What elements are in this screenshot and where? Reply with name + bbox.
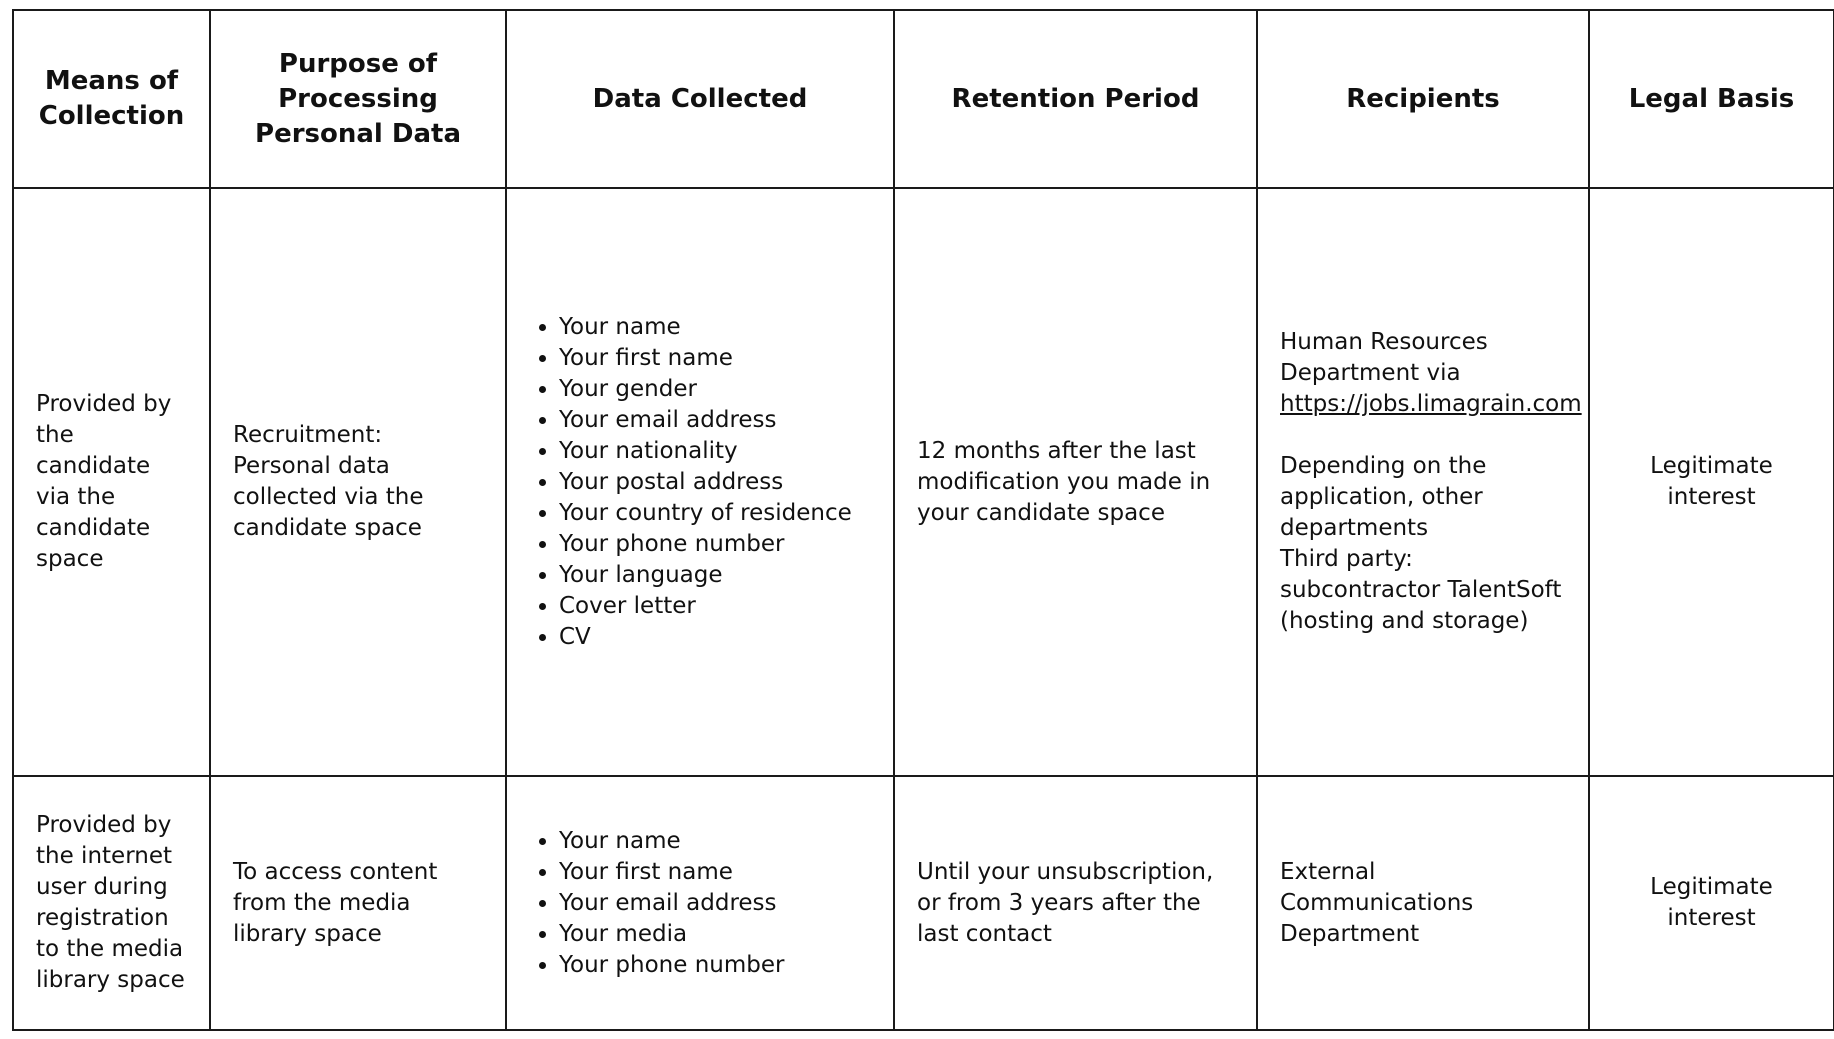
list-item: • Your gender xyxy=(559,374,871,405)
list-item: • Your email address xyxy=(559,888,871,919)
cell-purpose: To access content from the media library space xyxy=(210,776,506,1030)
header-recipients: Recipients xyxy=(1257,10,1589,188)
spacer xyxy=(1280,420,1566,451)
list-item: • Your name xyxy=(559,826,871,857)
cell-recipients xyxy=(1257,776,1589,1030)
recipients-text: Depending on the application, other departments xyxy=(1280,453,1487,541)
cell-data-collected xyxy=(506,188,894,776)
header-purpose: Purpose of Processing Personal Data xyxy=(210,10,506,188)
recipients-text: Human Resources Department via xyxy=(1280,329,1488,386)
list-item: • Your postal address xyxy=(559,467,871,498)
cell-purpose: Recruitment: Personal data collected via the candidate space xyxy=(210,188,506,776)
list-item: • Your first name xyxy=(559,343,871,374)
header-means-of-collection: Means of Collection xyxy=(13,10,210,188)
list-item: • Your nationality xyxy=(559,436,871,467)
list-item: • Your name xyxy=(559,312,871,343)
data-collected-list xyxy=(529,312,871,653)
jobs-link[interactable]: https://jobs.limagrain.com xyxy=(1280,391,1582,417)
list-item: • Your language xyxy=(559,560,871,591)
list-item: • Your phone number xyxy=(559,950,871,981)
list-item: • Your phone number xyxy=(559,529,871,560)
header-data-collected: Data Collected xyxy=(506,10,894,188)
header-retention-period: Retention Period xyxy=(894,10,1257,188)
table-row xyxy=(13,776,1834,1030)
list-item: • Your country of residence xyxy=(559,498,871,529)
data-processing-table-container xyxy=(12,9,1834,1031)
recipients-text: External Communications Department xyxy=(1280,858,1474,947)
list-item: • Your first name xyxy=(559,857,871,888)
cell-data-collected xyxy=(506,776,894,1030)
data-processing-table xyxy=(12,9,1834,1031)
list-item: • Your media xyxy=(559,919,871,950)
list-item: • CV xyxy=(559,622,871,653)
cell-retention: Until your unsubscription, or from 3 years after the last contact xyxy=(894,776,1257,1030)
data-collected-list xyxy=(529,826,871,981)
cell-means: Provided by the candidate via the candidate space xyxy=(13,188,210,776)
list-item: • Cover letter xyxy=(559,591,871,622)
cell-retention: 12 months after the last modification you made in your candidate space xyxy=(894,188,1257,776)
cell-legal-basis: Legitimate interest xyxy=(1589,188,1834,776)
cell-legal-basis: Legitimate interest xyxy=(1589,776,1834,1030)
cell-means: Provided by the internet user during registration to the media library space xyxy=(13,776,210,1030)
table-row xyxy=(13,188,1834,776)
cell-recipients xyxy=(1257,188,1589,776)
list-item: • Your email address xyxy=(559,405,871,436)
table-header-row xyxy=(13,10,1834,188)
header-legal-basis: Legal Basis xyxy=(1589,10,1834,188)
recipients-text: Third party: subcontractor TalentSoft (hosting and storage) xyxy=(1280,546,1562,634)
